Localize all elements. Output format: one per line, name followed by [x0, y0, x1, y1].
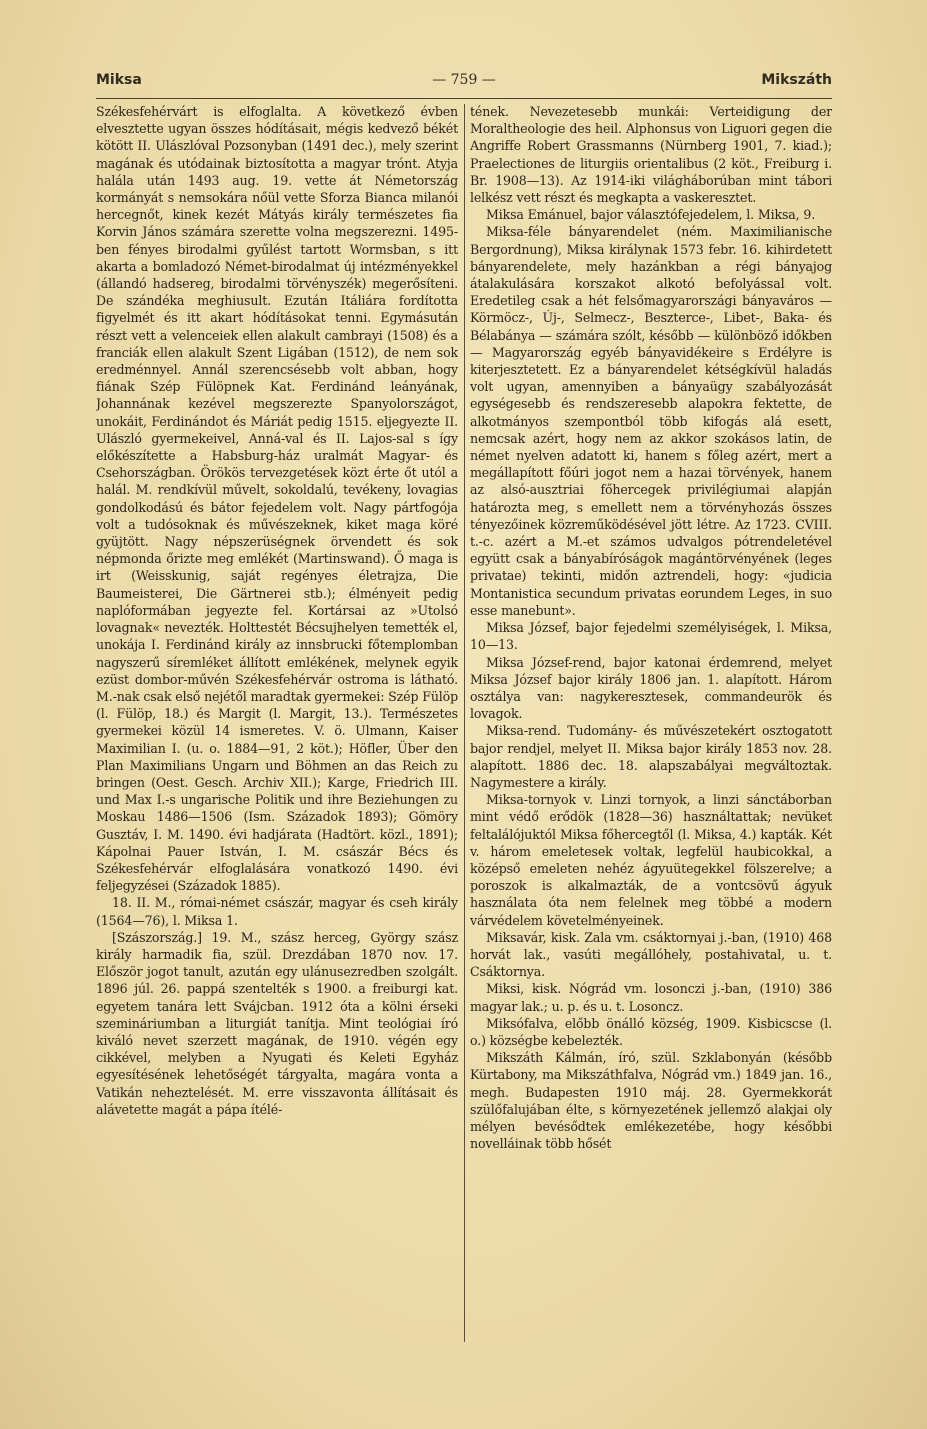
- entry-paragraph: Miksa Emánuel, bajor választófejedelem, l. Miksa, 9.: [486, 207, 816, 223]
- entry-paragraph: Miksófalva, előbb önálló község, 1909. Kisbicscse (l. o.) községbe kebelezték.: [470, 1015, 832, 1048]
- entry-paragraph: Mikszáth Kálmán, író, szül. Szklabonyán (később Kürtabony, ma Mikszáthfalva, Nógrád vm.) 1849 jan. 16., megh. Budapesten 1910 máj. 28. Gyermekkorát szülőfalujában élte, s környezetének jellemző alakjai oly mélyen bevésődtek emlékezetébe, hogy későbbi novelláinak több hősét: [470, 1050, 832, 1152]
- entry-paragraph: Miksa József-rend, bajor katonai érdemrend, melyet Miksa József bajor király 1806 jan. 1. alapított. Három osztálya van: nagykeresztesek, commandeurök és lovagok.: [470, 654, 832, 722]
- entry-paragraph: Miksi, kisk. Nógrád vm. losonczi j.-ban, (1910) 386 magyar lak.; u. p. és u. t. Losoncz.: [470, 981, 832, 1014]
- entry-paragraph: Miksa-féle bányarendelet (ném. Maximilianische Bergordnung), Miksa királynak 1573 febr. 16. kihirdetett bányarendelete, mely hazánkban a régi bányajog átalakulására korszakot alkotó befolyással volt. Eredetileg csak a hét felsőmagyarországi bányaváros — Körmöcz-, Új-, Selmecz-, Beszterce-, Libet-, Baka- és Bélabánya — számára szólt, később — különböző időkben — Magyarország egyéb bányavidékeire s Erdélyre is kiterjesztetett. Ez a bányarendelet kétségkívül haladás volt ugyan, amennyiben a bányaügy szabályozását egységesebb és rendszeresebb alapokra fektette, de alkotmányos szempontból több kifogás alá esett, nemcsak azért, hogy nem az akkor szokásos latin, de német nyelven adatott ki, hanem s főleg azért, mert a megállapított főúri jogot nem a hazai törvények, hanem az alsó-ausztriai főhercegek privilégiumai alapján határozta meg, s emellett nem a törvényhozás összes tényezőinek közreműködésével jött létre. Az 1723. CVIII. t.-c. azért a M.-et számos udvalgos pótrendeletével együtt csak a bányabíróságok magántörvényének (leges privatae) tekinti, midőn aztrendeli, hogy: «judicia Montanistica secundum privatas eorundem Leges, in suo esse manebunt».: [470, 224, 832, 618]
- page-header: [96, 72, 832, 94]
- header-right-keyword: Mikszáth: [761, 72, 832, 88]
- left-column: [96, 103, 458, 1343]
- entry-paragraph: Székesfehérvárt is elfoglalta. A következő évben elvesztette ugyan összes hódításait, mégis kedvező békét kötött II. Ulászlóval Pozsonyban (1491 dec.), mely szerint magának és utódainak biztosította a magyar trónt. Atyja halála után 1493 aug. 19. vette át Németország kormányát s nemsokára nőül vette Sforza Bianca milanói hercegnőt, kinek kezét Mátyás király természetes fia Korvin János számára szerette volna megszerezni. 1495-ben fényes birodalmi gyűlést tartott Wormsban, s itt akarta a bomladozó Német-birodalmat új intézményekkel (állandó hadsereg, birodalmi törvényszék) megerősíteni. De szándéka meghiusult. Ezután Itáliára fordította figyelmét és itt akart hódításokat tenni. Egymásután részt vett a velenceiek ellen alakult cambrayi (1508) és a franciák ellen alakult Szent Ligában (1512), de nem sok eredménnyel. Annál szerencsésebb volt abban, hogy fiának Szép Fülöpnek Kat. Ferdinánd leányának, Johannának kezével megszerezte Spanyolországot, unokáit, Ferdinándot és Máriát pedig 1515. eljegyezte II. Ulászló gyermekeivel, Anná-val és II. Lajos-sal s így előkészítette a Habsburg-ház uralmát Magyar- és Csehországban. Örökös tervezgetések közt érte őt utól a halál. M. rendkívül művelt, sokoldalú, tevékeny, lovagias gondolkodású és bátor fejedelem volt. Nagy pártfogója volt a tudósoknak és művészeknek, kiket maga köré gyüjtött. Nagy népszerüségnek örvendett és sok népmonda őrizte meg emlékét (Martinswand). Ő maga is irt (Weisskunig, saját regényes életrajza, Die Baumeisterei, Die Gärtnerei stb.); élményeit pedig naplóformában jegyezte fel. Kortársai az »Utolsó lovagnak« nevezték. Holttestét Bécsujhelyen temették el, unokája I. Ferdinánd király az innsbrucki főtemplomban nagyszerű síremléket állított emlékének, melynek egyik ezüst dombor-művén Székesfehérvár ostroma is látható. M.-nak csak első nejétől maradtak gyermekei: Szép Fülöp (l. Fülöp, 18.) és Margit (l. Margit, 13.). Természetes gyermekei közül 14 ismeretes. V. ö. Ulmann, Kaiser Maximilian I. (u. o. 1884—91, 2 köt.); Höfler, Über den Plan Maximilians Ungarn und Böhmen an das Reich zu bringen (Oest. Gesch. Archiv XII.); Karge, Friedrich III. und Max I.-s ungarische Politik und ihre Beziehungen zu Moskau 1486—1506 (Ism. Századok 1893); Gömöry Gusztáv, I. M. 1490. évi hadjárata (Hadtört. közl., 1891); Kápolnai Pauer István, I. M. császár Bécs és Székesfehérvár elfoglalására vonatkozó 1490. évi feljegyzései (Századok 1885).: [96, 104, 458, 894]
- entry-paragraph: 18. II. M., római-német császár, magyar és cseh király (1564—76), l. Miksa 1.: [96, 895, 458, 928]
- header-rule: [96, 98, 832, 99]
- entry-paragraph: Miksa József, bajor fejedelmi személyiségek, l. Miksa, 10—13.: [470, 620, 832, 653]
- right-column: [470, 103, 832, 1343]
- header-left-keyword: Miksa: [96, 72, 142, 88]
- page-number: — 759 —: [432, 72, 496, 88]
- entry-paragraph: Miksavár, kisk. Zala vm. csáktornyai j.-ban, (1910) 468 horvát lak., vasúti megállóhely, postahivatal, u. t. Csáktornya.: [470, 929, 832, 980]
- entry-paragraph: tének. Nevezetesebb munkái: Verteidigung der Moraltheologie des heil. Alphonsus von Liguori gegen die Angriffe Robert Grassmanns (Nürnberg 1901, 7. kiad.); Praelectiones de liturgiis orientalibus (2 köt., Freiburg i. Br. 1908—13). Az 1914-iki világháborúban mint tábori lelkész vett részt és megkapta a vaskeresztet.: [470, 104, 832, 206]
- entry-paragraph: Miksa-rend. Tudomány- és művészetekért osztogatott bajor rendjel, melyet II. Miksa bajor király 1853 nov. 28. alapított. 1886 dec. 18. alapszabályai megváltoztak. Nagymestere a király.: [470, 723, 832, 790]
- column-divider: [464, 104, 465, 1342]
- entry-paragraph: [Szászország.] 19. M., szász herceg, György szász király harmadik fia, szül. Drezdában 1870 nov. 17. Először jogot tanult, azután egy ulánusezredben szolgált. 1896 júl. 26. pappá szentelték s 1900. a freiburgi kat. egyetem tanára lett Svájcban. 1912 óta a kölni érseki szemináriumban a liturgiát tanítja. Mint teológiai író kiváló nevet szerzett magának, de 1910. végén egy cikkével, melyben a Nyugati és Keleti Egyház egyesítésének lehetőségét tárgyalta, magára vonta a Vatikán neheztelését. M. erre visszavonta állításait és alávetette magát a pápa ítélé-: [96, 929, 458, 1117]
- entry-paragraph: Miksa-tornyok v. Linzi tornyok, a linzi sánctáborban mint védő erődök (1828—36) használtattak; nevüket feltalálójuktól Miksa főhercegtől (l. Miksa, 4.) kapták. Két v. három emeletesek voltak, legfelül haubicokkal, a középső emeleten nehéz ágyuütegekkel fölszerelve; a poroszok is alkalmazták, de a vontcsövű ágyuk használata óta nem felelnek meg többé a modern várvédelem követelményeinek.: [470, 792, 832, 928]
